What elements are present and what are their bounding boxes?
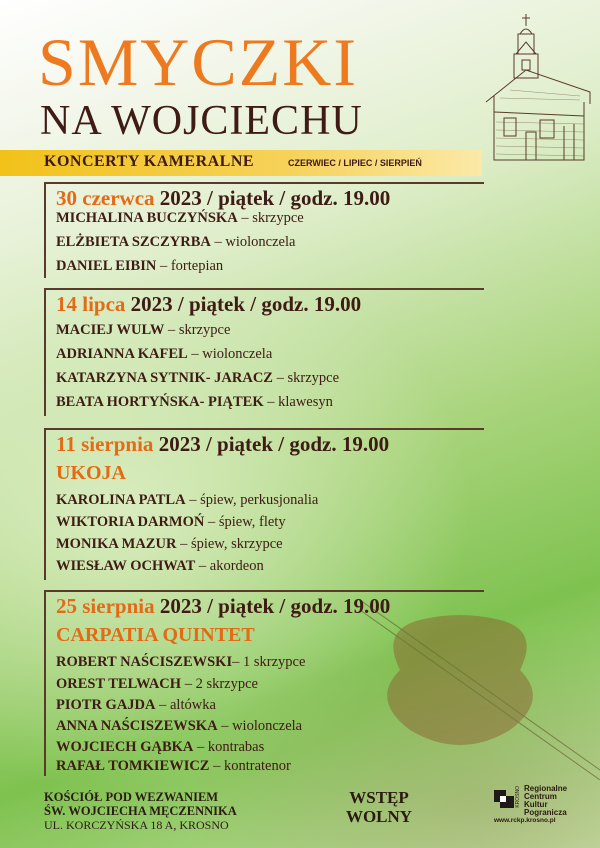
performer-name: WIESŁAW OCHWAT (56, 558, 196, 574)
poster-subtitle: NA WOJCIECHU (40, 98, 363, 144)
performer-role: – fortepian (156, 258, 224, 274)
venue-street: UL. KORCZYŃSKA 18 A, KROSNO (44, 818, 229, 832)
concert-details: 2023 / piątek / godz. 19.00 (154, 594, 391, 618)
performer (56, 758, 291, 775)
concert-block (44, 182, 484, 278)
concert-block (44, 428, 484, 580)
concert-block (44, 288, 484, 416)
performer (56, 210, 304, 227)
performer-name: BEATA HORTYŃSKA- PIĄTEK (56, 394, 264, 410)
logo-line: Regionalne (524, 784, 568, 793)
concert-date-line (56, 186, 390, 211)
performer-name: WIKTORIA DARMOŃ (56, 514, 205, 530)
logo-line: Centrum (524, 792, 557, 801)
performer-role: – klawesyn (263, 394, 333, 410)
concert-date-line (56, 594, 390, 619)
ensemble-name: UKOJA (56, 462, 126, 484)
performer (56, 346, 272, 363)
performer (56, 258, 223, 275)
logo-url: www.rckp.krosno.pl (494, 817, 556, 824)
performer-name: KAROLINA PATLA (56, 492, 186, 508)
concert-date-line (56, 292, 361, 317)
logo-line: Pogranicza (524, 808, 567, 817)
performer (56, 654, 305, 671)
poster-title: SMYCZKI (38, 24, 359, 100)
performer-name: ELŻBIETA SZCZYRBA (56, 234, 211, 250)
church-illustration (480, 12, 592, 162)
performer-role: – altówka (155, 697, 216, 713)
performer (56, 394, 333, 411)
performer-role: – wiolonczela (187, 346, 273, 362)
performer-role: – śpiew, skrzypce (176, 536, 283, 552)
performer (56, 234, 295, 251)
performer-role: – śpiew, flety (204, 514, 286, 530)
performer-name: WOJCIECH GĄBKA (56, 739, 194, 755)
concert-date-line (56, 432, 389, 457)
performer-name: ROBERT NAŚCISZEWSKI (56, 654, 233, 670)
performer-role: – kontratenor (209, 758, 291, 774)
performer (56, 322, 230, 339)
concert-details: 2023 / piątek / godz. 19.00 (154, 186, 391, 210)
performer-name: PIOTR GAJDA (56, 697, 156, 713)
performer-role: – 1 skrzypce (232, 654, 306, 670)
performer (56, 697, 216, 714)
banner-months: CZERWIEC / LIPIEC / SIERPIEŃ (288, 158, 422, 168)
logo-text (524, 785, 567, 817)
performer-role: – skrzypce (237, 210, 304, 226)
performer-name: DANIEL EIBIN (56, 258, 157, 274)
rckp-logo-icon (492, 786, 516, 812)
performer-name: ANNA NAŚCISZEWSKA (56, 718, 218, 734)
free-entry-line: WSTĘP (349, 788, 409, 807)
concert-date: 25 sierpnia (56, 594, 155, 618)
performer (56, 739, 264, 756)
performer-name: MICHALINA BUCZYŃSKA (56, 210, 238, 226)
performer (56, 718, 302, 735)
performer (56, 370, 339, 387)
venue-address (44, 790, 237, 832)
ensemble-name: CARPATIA QUINTET (56, 624, 255, 646)
performer (56, 492, 318, 509)
performer (56, 514, 286, 531)
performer-name: KATARZYNA SYTNIK- JARACZ (56, 370, 273, 386)
free-entry-line: WOLNY (345, 807, 413, 826)
performer-role: – śpiew, perkusjonalia (185, 492, 319, 508)
concert-date: 30 czerwca (56, 186, 155, 210)
performer-role: – wiolonczela (210, 234, 296, 250)
banner-title: KONCERTY KAMERALNE (44, 153, 255, 170)
performer (56, 536, 283, 553)
performer (56, 676, 258, 693)
performer-name: MONIKA MAZUR (56, 536, 177, 552)
logo-line: Kultur (524, 800, 548, 809)
performer-name: ADRIANNA KAFEL (56, 346, 188, 362)
performer-role: – skrzypce (272, 370, 340, 386)
performer-name: RAFAŁ TOMKIEWICZ (56, 758, 210, 774)
performer-role: – skrzypce (164, 322, 231, 338)
concert-block (44, 590, 484, 776)
logo-city: KROSNO (515, 786, 521, 808)
venue-line: KOŚCIÓŁ POD WEZWANIEM (44, 790, 219, 804)
concert-date: 11 sierpnia (56, 432, 154, 456)
free-entry (334, 788, 424, 826)
performer (56, 558, 264, 575)
performer-role: – wiolonczela (217, 718, 303, 734)
concert-details: 2023 / piątek / godz. 19.00 (125, 292, 362, 316)
venue-line: ŚW. WOJCIECHA MĘCZENNIKA (44, 804, 237, 818)
performer-name: OREST TELWACH (56, 676, 182, 692)
performer-role: – 2 skrzypce (181, 676, 258, 692)
performer-role: – kontrabas (193, 739, 265, 755)
performer-role: – akordeon (195, 558, 264, 574)
concert-details: 2023 / piątek / godz. 19.00 (153, 432, 390, 456)
concert-date: 14 lipca (56, 292, 126, 316)
performer-name: MACIEJ WULW (56, 322, 165, 338)
